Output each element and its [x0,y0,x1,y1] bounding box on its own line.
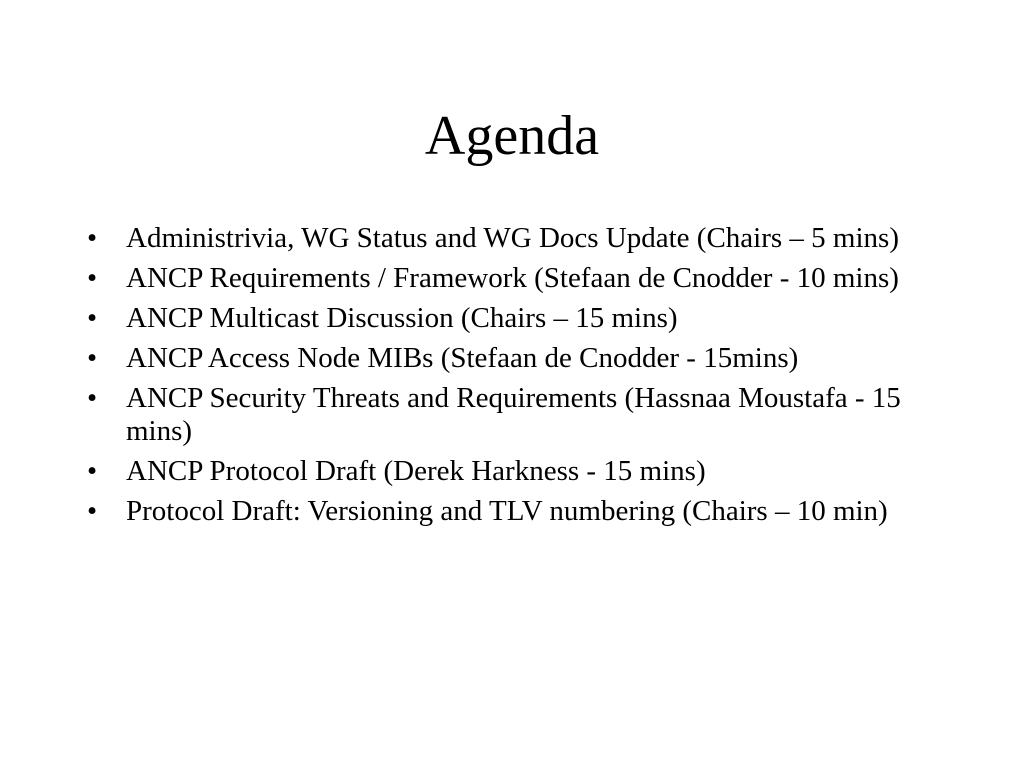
bullet-icon: • [87,455,98,487]
agenda-list [87,222,947,535]
agenda-item [87,455,947,488]
agenda-item-text: ANCP Requirements / Framework (Stefaan de Cnodder - 10 mins) [126,262,899,294]
bullet-icon: • [87,262,98,294]
agenda-item [87,382,947,448]
bullet-icon: • [87,302,98,334]
agenda-item-text: ANCP Protocol Draft (Derek Harkness - 15 mins) [126,455,706,487]
agenda-item-text: ANCP Security Threats and Requirements (Hassnaa Moustafa - 15 mins) [126,382,901,447]
agenda-item-text: Protocol Draft: Versioning and TLV numbering (Chairs – 10 min) [126,495,888,527]
bullet-icon: • [87,382,98,414]
agenda-item [87,262,947,295]
bullet-icon: • [87,495,98,527]
agenda-item-text: ANCP Access Node MIBs (Stefaan de Cnodder - 15mins) [126,342,799,374]
bullet-icon: • [87,222,98,254]
agenda-item [87,222,947,255]
agenda-item [87,495,947,528]
agenda-item [87,342,947,375]
agenda-item-text: ANCP Multicast Discussion (Chairs – 15 mins) [126,302,678,334]
bullet-icon: • [87,342,98,374]
agenda-item-text: Administrivia, WG Status and WG Docs Update (Chairs – 5 mins) [126,222,899,254]
agenda-item [87,302,947,335]
slide-title: Agenda [424,105,600,167]
